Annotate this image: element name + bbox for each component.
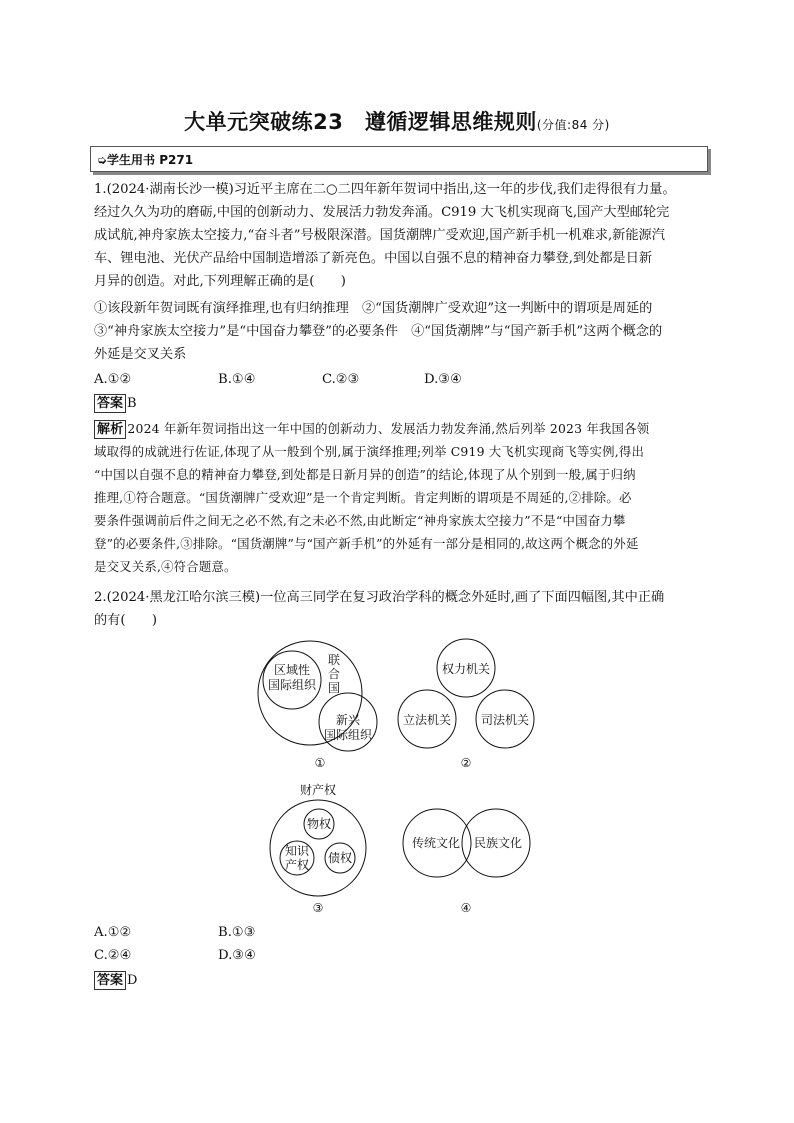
q2-answer-value: D [127, 973, 138, 988]
q1-statement-1-2: ①该段新年贺词既有演绎推理,也有归纳推理 ②“国货潮牌广受欢迎”这一判断中的谓项是周延的 [94, 301, 653, 316]
q1-answer [94, 394, 137, 414]
q1-line-5: 月异的创造。对此,下列理解正确的是( ) [94, 274, 346, 289]
diagram-4 [400, 800, 540, 920]
d1-inner-a-2: 国际组织 [267, 678, 317, 692]
q1-line-1: 1.(2024·湖南长沙一模)习近平主席在二○二四年新年贺词中指出,这一年的步伐,我们走得很有力量。 [94, 182, 676, 197]
q1-analysis-line-3: “中国以自强不息的精神奋力攀登,到处都是日新月异的创造”的结论,体现了从个别到一般,属于归纳 [94, 467, 636, 482]
q2-option-c[interactable]: C.②④ [94, 948, 132, 963]
d3-outer: 财产权 [299, 783, 337, 797]
analysis-tag: 解析 [94, 420, 126, 439]
q2-option-b[interactable]: B.①③ [218, 925, 256, 940]
answer-tag: 答案 [94, 971, 126, 990]
q1-statement-4-end: 外延是交叉关系 [94, 347, 187, 362]
q2-answer [94, 971, 137, 991]
d1-un-char-2: 合 [327, 667, 341, 681]
q1-line-3: 成试航,神舟家族太空接力,“奋斗者”号极限深潜。国货潮牌广受欢迎,国产新手机一机难求,新能源汽 [94, 228, 665, 243]
d3-b-2: 产权 [284, 858, 310, 872]
d4-left: 传统文化 [411, 836, 461, 850]
title-text: 大单元突破练23 遵循逻辑思维规则 [184, 110, 537, 134]
d3-number: ③ [312, 901, 324, 915]
q1-line-2: 经过久久为功的磨砺,中国的创新动力、发展活力勃发奔涌。C919 大飞机实现商飞,国产大型邮轮完 [94, 205, 670, 220]
score-note: (分值:84 分) [536, 118, 610, 132]
q1-analysis-line-6: 登”的必要条件,③排除。“国货潮牌”与“国产新手机”的外延有一部分是相同的,故这两个概念的外延 [94, 536, 639, 551]
book-reference: ➭学生用书 P271 [97, 153, 194, 167]
q1-analysis-line-4: 推理,①符合题意。“国货潮牌广受欢迎”是一个肯定判断。肯定判断的谓项是不周延的,②排除。必 [94, 490, 632, 505]
d2-number: ② [460, 756, 472, 770]
d1-inner-a-1: 区域性 [273, 663, 311, 677]
student-book-banner [90, 146, 708, 172]
q1-analysis-line-2: 域取得的成就进行佐证,体现了从一般到个别,属于演绎推理;列举 C919 大飞机实现商飞等实例,得出 [94, 444, 645, 459]
d2-right: 司法机关 [480, 713, 530, 727]
d1-un-char-3: 国 [327, 681, 341, 695]
q1-option-a[interactable]: A.①② [94, 372, 132, 387]
q1-line-4: 车、锂电池、光伏产品给中国制造增添了新亮色。中国以自强不息的精神奋力攀登,到处都是日新 [94, 251, 653, 266]
q1-option-d[interactable]: D.③④ [424, 372, 462, 387]
q1-analysis-line-1 [94, 417, 706, 440]
q1-option-c[interactable]: C.②③ [322, 372, 360, 387]
q1-option-b[interactable]: B.①④ [218, 372, 256, 387]
page-title [0, 106, 794, 136]
d1-number: ① [314, 756, 326, 770]
d3-b-1: 知识 [284, 844, 310, 858]
diagram-2 [396, 638, 546, 773]
q2-option-d[interactable]: D.③④ [218, 948, 256, 963]
q2-option-a[interactable]: A.①② [94, 925, 132, 940]
q1-analysis-text-1: 2024 年新年贺词指出这一年中国的创新动力、发展活力勃发奔涌,然后列举 2023 年我国各领 [127, 421, 650, 436]
answer-tag: 答案 [94, 394, 126, 413]
d1-inner-b-2: 国际组织 [323, 728, 373, 742]
q1-analysis-line-5: 要条件强调前后件之间无之必不然,有之未必不然,由此断定“神舟家族太空接力”不是“中国奋力攀 [94, 513, 626, 528]
d1-inner-b-1: 新兴 [335, 713, 361, 727]
d2-left: 立法机关 [402, 713, 452, 727]
d4-number: ④ [460, 901, 472, 915]
q1-statement-3-4: ③“神舟家族太空接力”是“中国奋力攀登”的必要条件 ④“国货潮牌”与“国产新手机”这两个概念的 [94, 324, 663, 339]
d4-right: 民族文化 [473, 836, 523, 850]
q1-analysis-line-7: 是交叉关系,④符合题意。 [94, 559, 237, 574]
q1-answer-value: B [127, 396, 137, 411]
q2-line-1: 2.(2024·黑龙江哈尔滨三模)一位高三同学在复习政治学科的概念外延时,画了下面四幅图,其中正确 [94, 590, 665, 605]
d1-un-char-1: 联 [327, 653, 341, 667]
d3-c: 债权 [327, 851, 353, 865]
diagram-1 [252, 640, 402, 775]
d2-top: 权力机关 [441, 662, 491, 676]
diagram-3 [262, 780, 382, 920]
d3-a: 物权 [306, 817, 332, 831]
q2-line-2: 的有( ) [94, 613, 158, 628]
